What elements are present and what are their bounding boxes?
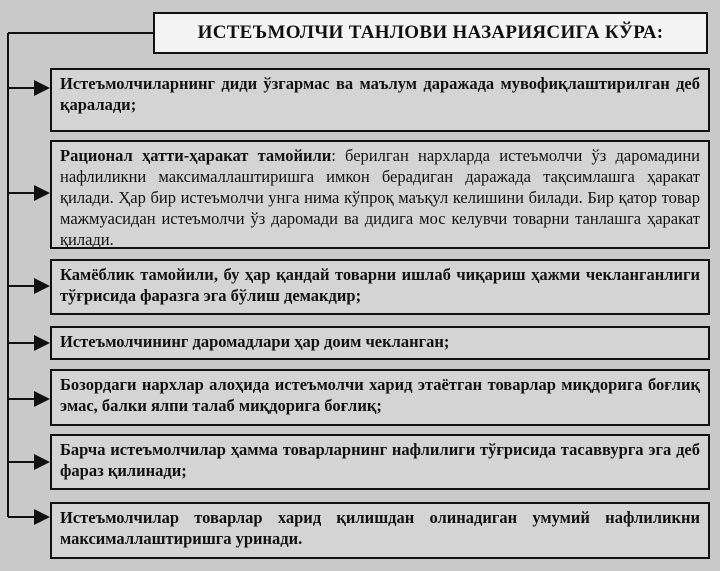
box-item-2	[50, 140, 710, 249]
box-item-1-text: Истеъмолчиларнинг диди ўзгармас ва маълум даражада мувофиқлаштирилган деб қаралади;	[60, 74, 700, 114]
box-item-2-heading: Рационал ҳатти-ҳаракат тамойили	[60, 146, 332, 165]
box-item-2-text: : берилган нархларда истеъмолчи ўз даромадини нафлиликни максималлаштиришга имкон берадиган даражада тақсимлашга ҳаракат қилади. Ҳар бир истеъмолчи унга нима кўпроқ маъқул келишини билади. Бир қатор товар мажмуасидан истеъмолчи ўз даромади ва дидига мос келувчи товарни танлашга ҳаракат қилади.	[60, 146, 700, 249]
box-item-1	[50, 68, 710, 132]
box-item-5-text: Бозордаги нархлар алоҳида истеъмолчи харид этаётган товарлар миқдорига боғлиқ эмас, балки ялпи талаб миқдорига боғлиқ;	[60, 375, 700, 415]
box-item-3	[50, 259, 710, 315]
box-item-6	[50, 434, 710, 490]
diagram-title: ИСТЕЪМОЛЧИ ТАНЛОВИ НАЗАРИЯСИГА КЎРА:	[153, 12, 708, 54]
box-item-4	[50, 326, 710, 360]
box-item-5	[50, 369, 710, 426]
box-item-7-text: Истеъмолчилар товарлар харид қилишдан олинадиган умумий нафлиликни максималлаштиришга уринади.	[60, 508, 700, 548]
box-item-7	[50, 502, 710, 559]
box-item-3-text: Камёблик тамойили, бу ҳар қандай товарни ишлаб чиқариш ҳажми чекланганлиги тўғрисида фаразга эга бўлиш демакдир;	[60, 265, 700, 305]
box-item-4-text: Истеъмолчининг даромадлари ҳар доим чекланган;	[60, 332, 450, 351]
box-item-6-text: Барча истеъмолчилар ҳамма товарларнинг нафлилиги тўғрисида тасаввурга эга деб фараз қилинади;	[60, 440, 700, 480]
